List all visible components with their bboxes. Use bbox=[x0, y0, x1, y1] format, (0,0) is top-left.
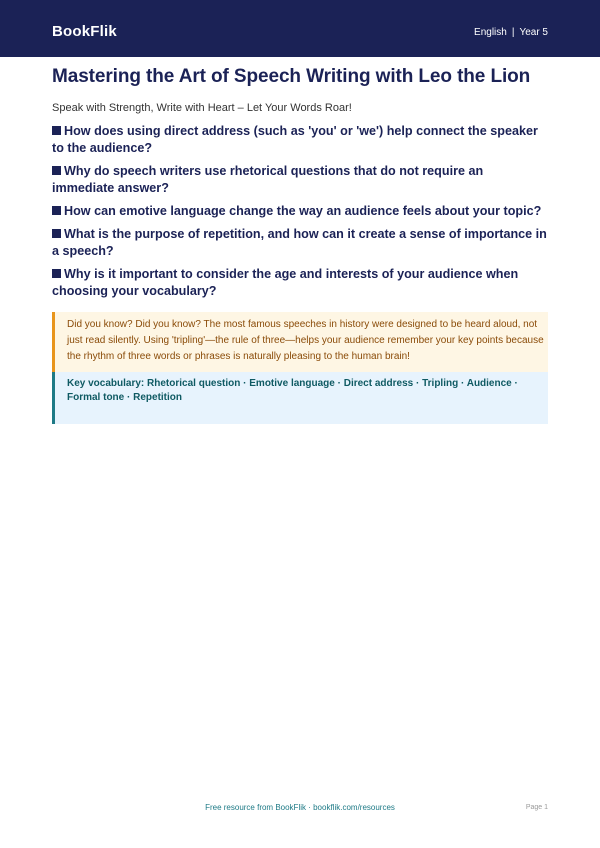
square-bullet-icon bbox=[52, 229, 61, 238]
did-you-know-box: Did you know? Did you know? The most famous speeches in history were designed to be heard aloud, not just read silently. Using 'tripling'—the rule of three—helps your audience remember your key points because the rhythm of three words or phrases is naturally pleasing to the human brain! bbox=[52, 312, 548, 372]
subject-meta bbox=[474, 26, 548, 40]
question-text: Why is it important to consider the age and interests of your audience when choosing your vocabulary? bbox=[52, 267, 519, 298]
page-footer bbox=[0, 801, 600, 815]
footer-resource-link[interactable]: Free resource from BookFlik · bookflik.com/resources bbox=[205, 803, 395, 812]
meta-separator: | bbox=[511, 27, 515, 38]
square-bullet-icon bbox=[52, 269, 61, 278]
question-item bbox=[52, 226, 548, 260]
brand-logo[interactable]: BookFlik bbox=[52, 23, 117, 40]
square-bullet-icon bbox=[52, 206, 61, 215]
worksheet-content bbox=[52, 64, 548, 424]
page-title: Mastering the Art of Speech Writing with Leo the Lion bbox=[52, 66, 531, 87]
site-header bbox=[0, 0, 600, 57]
question-item bbox=[52, 163, 548, 197]
year-label: Year 5 bbox=[519, 27, 548, 38]
question-text: What is the purpose of repetition, and how can it create a sense of importance in a speech? bbox=[52, 227, 547, 258]
question-text: How does using direct address (such as 'you' or 'we') help connect the speaker to the audience? bbox=[52, 124, 538, 155]
question-item bbox=[52, 203, 548, 220]
key-vocabulary-box: Key vocabulary: Rhetorical question · Emotive language · Direct address · Tripling · Audience · Formal tone · Repetition bbox=[52, 372, 548, 424]
page-subtitle: Speak with Strength, Write with Heart – Let Your Words Roar! bbox=[52, 102, 352, 114]
question-list bbox=[52, 123, 548, 300]
question-text: How can emotive language change the way an audience feels about your topic? bbox=[64, 204, 542, 218]
question-text: Why do speech writers use rhetorical questions that do not require an immediate answer? bbox=[52, 164, 484, 195]
page-number: Page 1 bbox=[525, 804, 548, 811]
subject-label: English bbox=[474, 27, 507, 38]
square-bullet-icon bbox=[52, 166, 61, 175]
question-item bbox=[52, 266, 548, 300]
question-item bbox=[52, 123, 548, 157]
square-bullet-icon bbox=[52, 126, 61, 135]
